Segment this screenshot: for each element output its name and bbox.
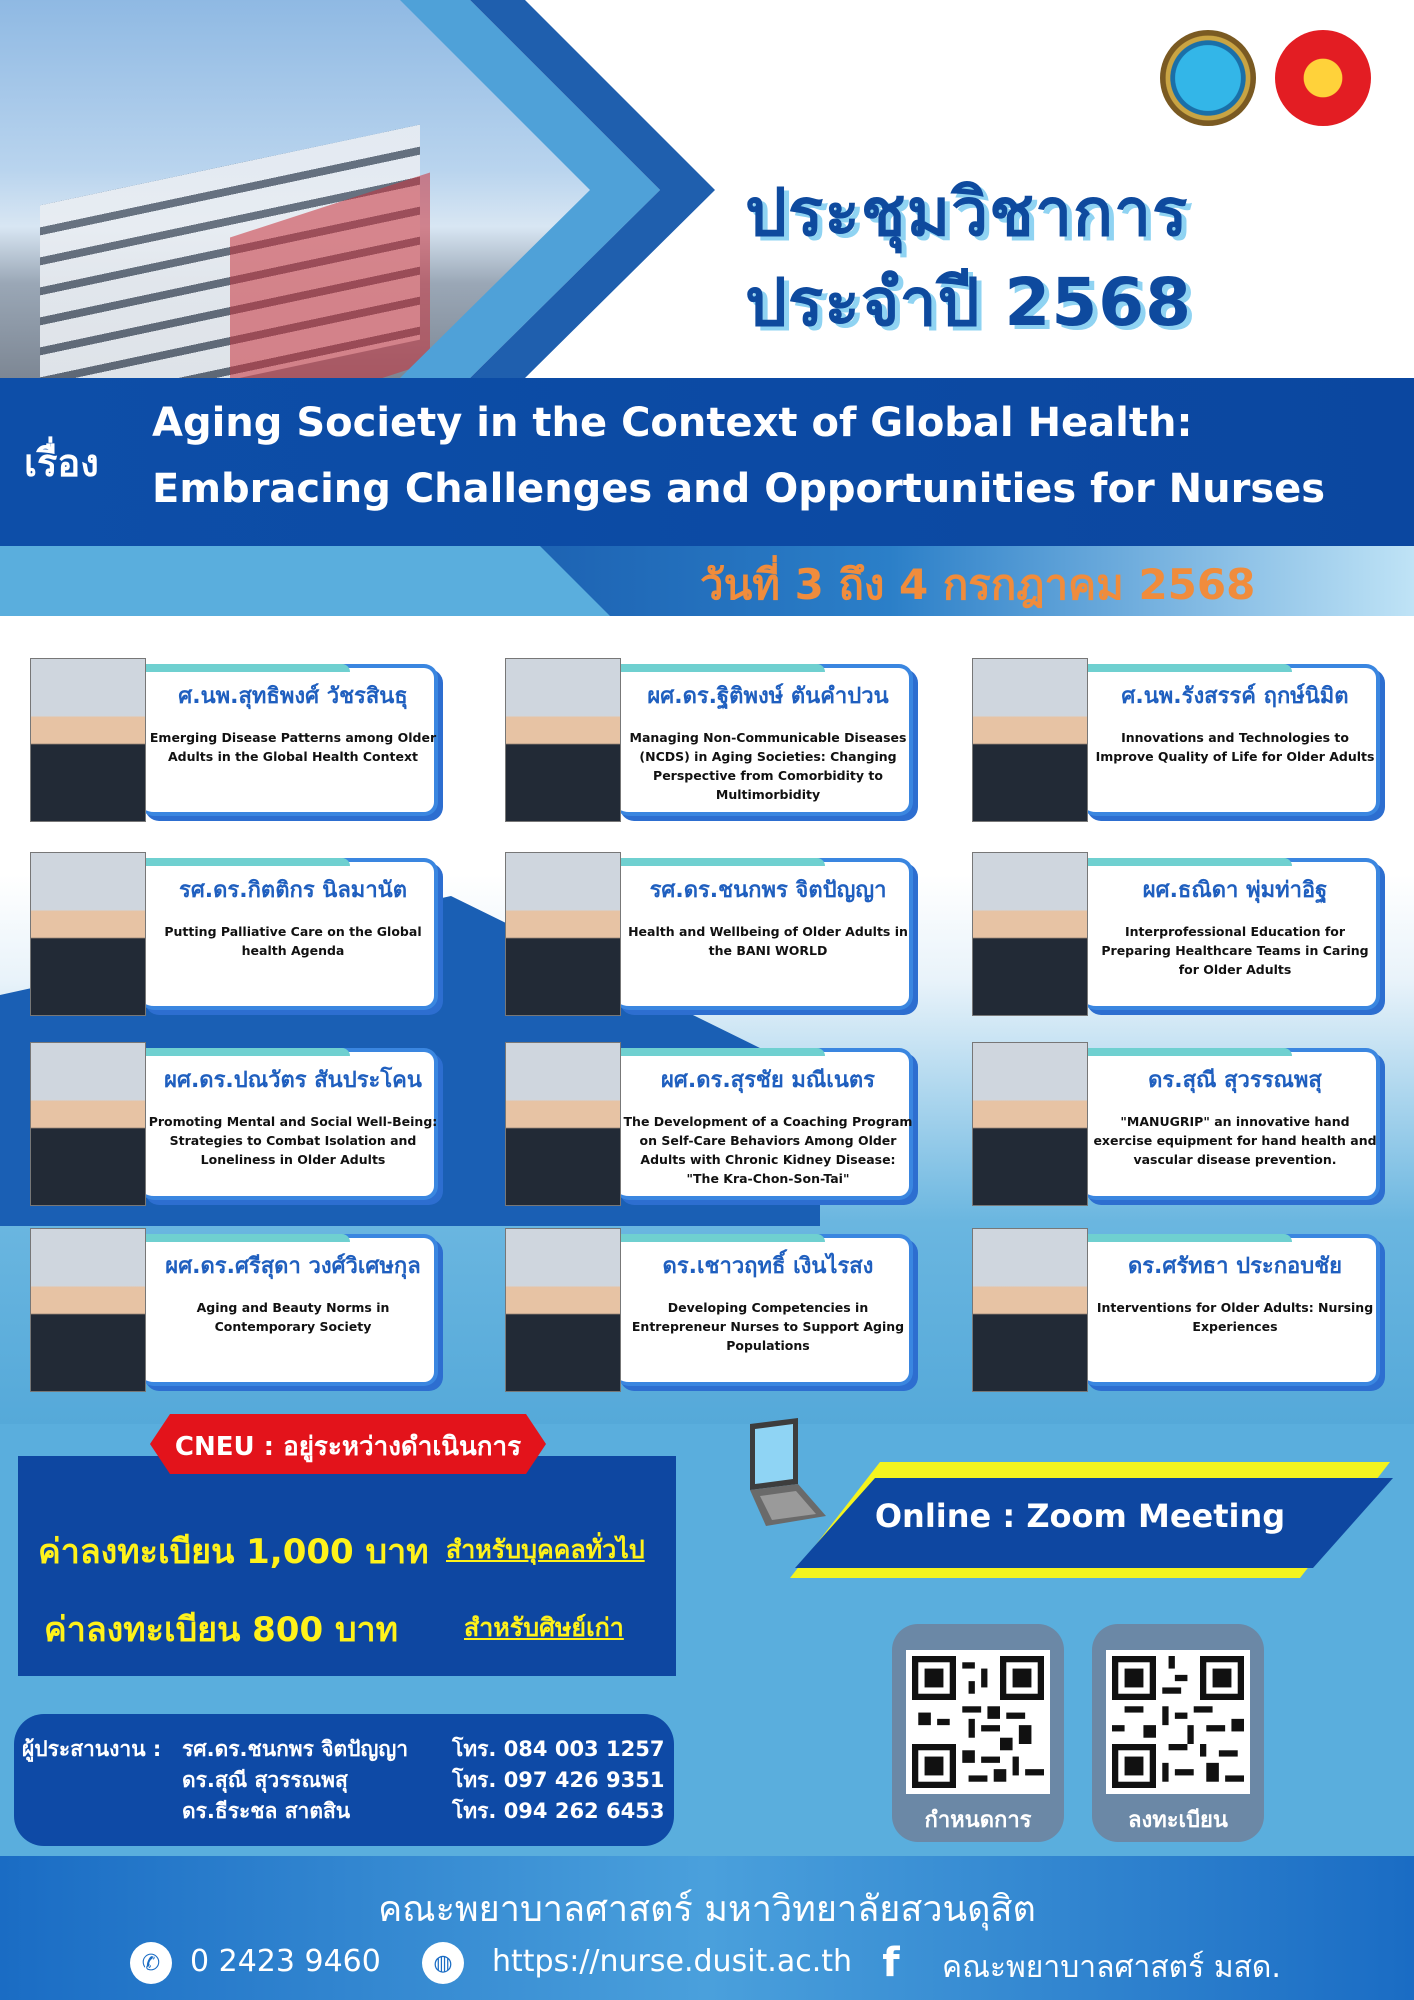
suan-dusit-university-logo (1160, 30, 1256, 126)
footer-website[interactable]: https://nurse.dusit.ac.th (492, 1944, 853, 1979)
fee-alumni-note: สำหรับศิษย์เก่า (464, 1613, 624, 1642)
coordinator-name-3: ดร.ธีระชล สาตสิน (182, 1799, 351, 1823)
speaker-card (30, 1228, 438, 1392)
topic-label: เรื่อง (24, 441, 99, 485)
speaker-talk-title: Innovations and Technologies to Improve Quality of Life for Older Adults (1095, 730, 1375, 764)
speaker-card (972, 1042, 1380, 1206)
speaker-card (972, 1228, 1380, 1392)
speaker-panel-accent (140, 1048, 350, 1056)
speaker-card (505, 658, 913, 822)
speaker-photo (972, 852, 1088, 1016)
speaker-panel-accent (615, 1234, 825, 1242)
speaker-photo (505, 1228, 621, 1392)
speaker-photo (505, 1042, 621, 1206)
speaker-card (30, 852, 438, 1016)
speaker-talk-title: Developing Competencies in Entrepreneur Nurses to Support Aging Populations (631, 1300, 905, 1353)
speaker-panel-accent (1082, 1234, 1292, 1242)
speaker-photo (30, 1228, 146, 1392)
speaker-photo (30, 852, 146, 1016)
speaker-name: ผศ.ดร.ปณวัตร สันประโคน (164, 1068, 422, 1093)
qr-code-register[interactable] (1106, 1650, 1250, 1794)
qr-card-schedule[interactable] (892, 1624, 1064, 1842)
coordinator-phone-1: โทร. 084 003 1257 (452, 1737, 665, 1761)
speaker-name: ผศ.ธณิดา พุ่มท่าอิฐ (1142, 878, 1328, 903)
speaker-talk-title: Managing Non-Communicable Diseases (NCDS) in Aging Societies: Changing Perspective from Comorbidity to Multimorbidity (629, 730, 907, 802)
speaker-name: ดร.สุณี สุวรรณพสุ (1148, 1068, 1322, 1093)
speaker-card (505, 1042, 913, 1206)
speaker-panel-accent (1082, 1048, 1292, 1056)
speaker-name: รศ.ดร.ชนกพร จิตปัญญา (649, 878, 887, 903)
footer-phone[interactable]: 0 2423 9460 (190, 1944, 381, 1979)
footer-facebook[interactable]: คณะพยาบาลศาสตร์ มสด. (942, 1950, 1281, 1985)
speaker-talk-title: Putting Palliative Care on the Global health Agenda (164, 924, 422, 958)
speaker-panel-accent (140, 1234, 350, 1242)
coordinator-phone-3: โทร. 094 262 6453 (452, 1799, 665, 1823)
coordinator-name-1: รศ.ดร.ชนกพร จิตปัญญา (182, 1737, 409, 1761)
qr-label-schedule: กำหนดการ (924, 1808, 1032, 1833)
coordinator-phone-2: โทร. 097 426 9351 (452, 1768, 665, 1792)
speaker-card (972, 658, 1380, 822)
conference-title-line2: ประจำปี 2568 (745, 264, 1193, 341)
online-zoom-label: Online : Zoom Meeting (874, 1497, 1286, 1535)
speaker-panel-accent (1082, 858, 1292, 866)
speaker-photo (30, 1042, 146, 1206)
facebook-icon: f (882, 1940, 900, 1986)
speaker-talk-title: Health and Wellbeing of Older Adults in the BANI WORLD (628, 924, 908, 958)
speaker-name: ศ.นพ.รังสรรค์ ฤกษ์นิมิต (1121, 684, 1349, 709)
speaker-name: ผศ.ดร.ฐิติพงษ์ ตันคำปวน (647, 684, 889, 709)
speaker-name: ผศ.ดร.ศรีสุดา วงศ์วิเศษกุล (165, 1254, 421, 1279)
speaker-panel-accent (615, 858, 825, 866)
speaker-panel-accent (140, 858, 350, 866)
speaker-photo (972, 1042, 1088, 1206)
faculty-of-nursing-logo (1275, 30, 1371, 126)
phone-icon: ✆ (130, 1942, 172, 1984)
speaker-panel-accent (140, 664, 350, 672)
speaker-name: ดร.เชาวฤทธิ์ เงินไรสง (662, 1254, 874, 1279)
speaker-panel-accent (615, 1048, 825, 1056)
speaker-talk-title: "MANUGRIP" an innovative hand exercise equipment for hand health and vascular disease prevention. (1093, 1114, 1377, 1167)
speaker-card (505, 852, 913, 1016)
speaker-photo (505, 852, 621, 1016)
speaker-talk-title: Interventions for Older Adults: Nursing Experiences (1096, 1300, 1374, 1334)
speaker-talk-title: Interprofessional Education for Preparing Healthcare Teams in Caring for Older Adults (1101, 924, 1369, 977)
speaker-name: รศ.ดร.กิตติกร นิลมานัต (179, 878, 407, 903)
fee-general-amount: ค่าลงทะเบียน 1,000 บาท (38, 1532, 429, 1572)
cneu-status: CNEU : อยู่ระหว่างดำเนินการ (174, 1432, 522, 1462)
speaker-photo (505, 658, 621, 822)
coordinator-label: ผู้ประสานงาน : (22, 1737, 162, 1761)
speaker-photo (972, 658, 1088, 822)
fee-alumni-amount: ค่าลงทะเบียน 800 บาท (44, 1610, 399, 1650)
speaker-card (30, 1042, 438, 1206)
topic-line1: Aging Society in the Context of Global Health: (152, 400, 1193, 446)
speaker-talk-title: The Development of a Coaching Program on Self-Care Behaviors Among Older Adults with Chronic Kidney Disease: "The Kra-Chon-Son-Tai" (623, 1114, 913, 1186)
faculty-name: คณะพยาบาลศาสตร์ มหาวิทยาลัยสวนดุสิต (378, 1889, 1036, 1930)
speaker-talk-title: Aging and Beauty Norms in Contemporary Society (196, 1300, 390, 1334)
qr-card-register[interactable] (1092, 1624, 1264, 1842)
coordinator-name-2: ดร.สุณี สุวรรณพสุ (182, 1768, 348, 1792)
event-date: วันที่ 3 ถึง 4 กรกฎาคม 2568 (700, 560, 1256, 609)
speaker-talk-title: Promoting Mental and Social Well-Being: Strategies to Combat Isolation and Loneliness in Older Adults (148, 1114, 438, 1167)
topic-line2: Embracing Challenges and Opportunities for Nurses (152, 466, 1326, 512)
speaker-card (30, 658, 438, 822)
laptop-icon (728, 1418, 828, 1530)
qr-code-schedule[interactable] (906, 1650, 1050, 1794)
globe-icon: ◍ (422, 1942, 464, 1984)
speaker-name: ดร.ศรัทธา ประกอบชัย (1127, 1254, 1343, 1279)
speaker-panel-accent (615, 664, 825, 672)
speaker-photo (972, 1228, 1088, 1392)
speaker-talk-title: Emerging Disease Patterns among Older Adults in the Global Health Context (149, 730, 437, 764)
speaker-panel-accent (1082, 664, 1292, 672)
speaker-name: ผศ.ดร.สุรชัย มณีเนตร (661, 1068, 875, 1093)
speaker-card (505, 1228, 913, 1392)
fee-general-note: สำหรับบุคคลทั่วไป (446, 1535, 645, 1564)
conference-title-line1: ประชุมวิชาการ (745, 174, 1189, 251)
hero-header (0, 0, 1414, 378)
qr-label-register: ลงทะเบียน (1128, 1808, 1228, 1833)
speaker-card (972, 852, 1380, 1016)
speaker-name: ศ.นพ.สุทธิพงศ์ วัชรสินธุ (178, 684, 408, 709)
speaker-photo (30, 658, 146, 822)
